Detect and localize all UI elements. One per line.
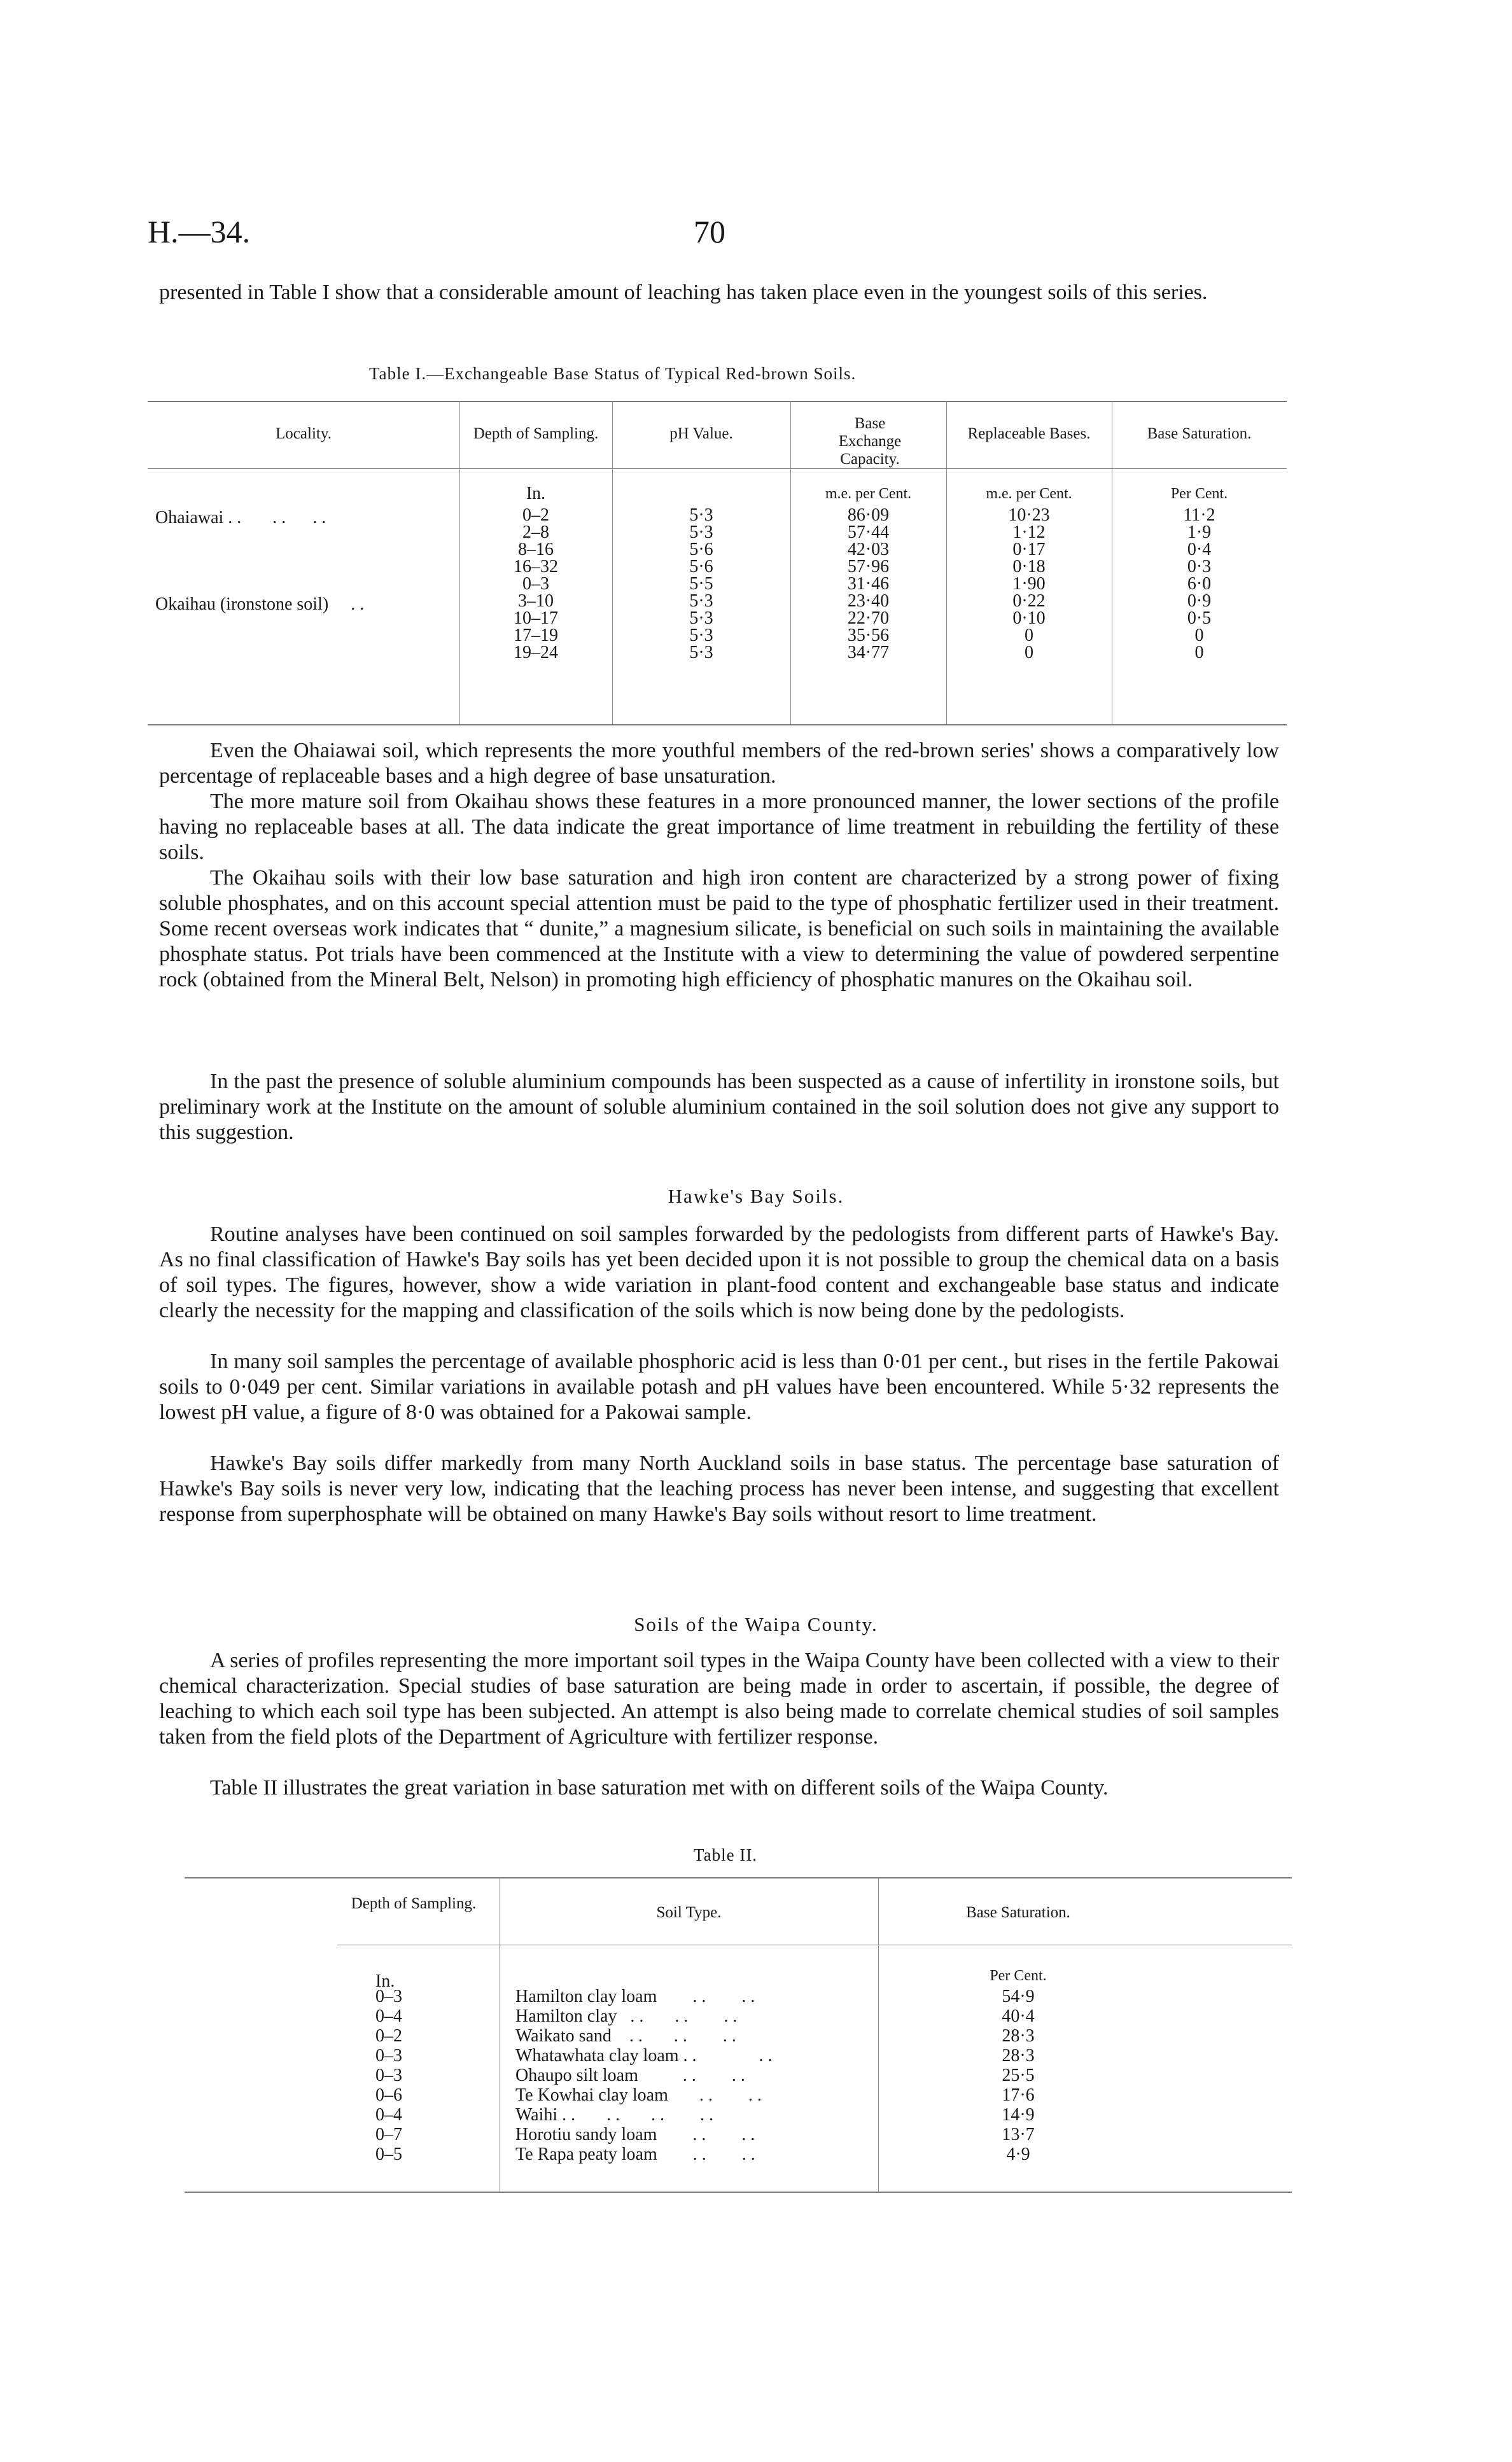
table1-header-rule bbox=[148, 468, 1287, 469]
table2-header-depth: Depth of Sampling. bbox=[351, 1895, 477, 1912]
table2-cell-saturation: 40·4 bbox=[1002, 2006, 1035, 2026]
table2-unit-saturation: Per Cent. bbox=[990, 1968, 1047, 1984]
table2-cell-soil-type: Hamilton clay loam . . . . bbox=[515, 1987, 755, 2006]
table2-cell-soil-type: Hamilton clay . . . . . . bbox=[515, 2006, 738, 2026]
table2-cell-saturation: 14·9 bbox=[1002, 2105, 1035, 2125]
table1-cell-depth: 19–24 bbox=[514, 643, 558, 662]
heading-hawkes-bay: Hawke's Bay Soils. bbox=[668, 1185, 844, 1207]
table2-cell-saturation: 13·7 bbox=[1002, 2125, 1035, 2144]
table1-cell-depth: 2–8 bbox=[522, 522, 549, 542]
paragraph-profiles: A series of profiles representing the more important soil types in the Waipa County have been collected with a view to their chemical characterization. Special studies of base saturation are being made in order to ascertain, if possible, the degree of leaching to which each soil type has been subjected. An attempt is also being made to correlate chemical studies of soil samples taken from the field plots of the Department of Agriculture with fertilizer response. bbox=[159, 1649, 1279, 1749]
table1-cell-saturation: 0·4 bbox=[1187, 540, 1212, 559]
paragraph-okaihau-mature: The more mature soil from Okaihau shows these features in a more pronounced manner, the lower sections of the profile having no replaceable bases at all. The data indicate the great importance of lime treatment in rebuilding the fertility of these soils. bbox=[159, 790, 1279, 864]
table1-cell-saturation: 0·3 bbox=[1187, 557, 1212, 577]
table2-cell-saturation: 17·6 bbox=[1002, 2085, 1035, 2105]
document-reference: H.—34. bbox=[148, 214, 251, 249]
table1-unit-saturation: Per Cent. bbox=[1170, 486, 1228, 502]
table1-cell-replaceable: 1·90 bbox=[1012, 574, 1046, 594]
table1-cell-saturation: 0·5 bbox=[1187, 608, 1212, 628]
table1-locality-okaihau: Okaihau (ironstone soil) . . bbox=[155, 594, 365, 614]
table1-cell-capacity: 31·46 bbox=[847, 574, 890, 594]
table2-cell-soil-type: Whatawhata clay loam . . . . bbox=[515, 2046, 773, 2066]
table1-cell-ph: 5·6 bbox=[689, 557, 713, 577]
table2-cell-depth: 0–3 bbox=[375, 2066, 402, 2085]
table1-unit-replaceable: m.e. per Cent. bbox=[986, 486, 1072, 502]
table2-caption: Table II. bbox=[694, 1845, 758, 1864]
table1-cell-depth: 0–3 bbox=[522, 574, 549, 594]
table2-cell-soil-type: Te Kowhai clay loam . . . . bbox=[515, 2085, 762, 2105]
table1-cell-saturation: 0 bbox=[1194, 643, 1204, 662]
table1-cell-depth: 8–16 bbox=[518, 540, 554, 559]
table2-cell-soil-type: Waihi . . . . . . . . bbox=[515, 2105, 714, 2125]
table1-cell-capacity: 57·44 bbox=[847, 522, 890, 542]
page-number: 70 bbox=[694, 214, 725, 249]
table2-cell-depth: 0–4 bbox=[375, 2105, 402, 2125]
table1-cell-replaceable: 0·10 bbox=[1012, 608, 1046, 628]
table1-cell-saturation: 11·2 bbox=[1183, 505, 1215, 525]
table1-cell-depth: 10–17 bbox=[514, 608, 558, 628]
table2-cell-saturation: 54·9 bbox=[1002, 1987, 1035, 2006]
table1-bottom-rule bbox=[148, 724, 1287, 725]
table1-header-locality: Locality. bbox=[276, 425, 332, 442]
table1-cell-ph: 5·3 bbox=[689, 643, 713, 662]
table1-caption: Table I.—Exchangeable Base Status of Typical Red-brown Soils. bbox=[369, 364, 857, 383]
table1-cell-capacity: 22·70 bbox=[847, 608, 890, 628]
paragraph-base-status: Hawke's Bay soils differ markedly from many North Auckland soils in base status. The percentage base saturation of Hawke's Bay soils is never very low, indicating that the leaching process has never been intense, and suggesting that excellent response from superphosphate will be obtained on many Hawke's Bay soils without resort to lime treatment. bbox=[159, 1451, 1279, 1526]
table1-cell-capacity: 23·40 bbox=[847, 591, 890, 611]
intro-paragraph: presented in Table I show that a considerable amount of leaching has taken place even in the youngest soils of this series. bbox=[159, 281, 1208, 304]
paragraph-aluminium: In the past the presence of soluble aluminium compounds has been suspected as a cause of infertility in ironstone soils, but preliminary work at the Institute on the amount of soluble aluminium contained in the soil solution does not give any support to this suggestion. bbox=[159, 1070, 1279, 1144]
table1-cell-replaceable: 0 bbox=[1025, 626, 1033, 645]
table2-cell-depth: 0–3 bbox=[375, 1987, 402, 2006]
table1-cell-capacity: 35·56 bbox=[847, 626, 890, 645]
table1-cell-depth: 3–10 bbox=[518, 591, 554, 611]
paragraph-table2-intro: Table II illustrates the great variation in base saturation met with on different soils of the Waipa County. bbox=[210, 1776, 1109, 1800]
table1-cell-saturation: 0 bbox=[1194, 626, 1204, 645]
table2-cell-depth: 0–3 bbox=[375, 2046, 402, 2066]
paragraph-ohaiawai: Even the Ohaiawai soil, which represents the more youthful members of the red-brown series' shows a comparatively low percentage of replaceable bases and a high degree of base unsaturation. bbox=[159, 739, 1279, 788]
table1-cell-depth: 0–2 bbox=[522, 505, 549, 525]
paragraph-routine-analyses: Routine analyses have been continued on soil samples forwarded by the pedologists from different parts of Hawke's Bay. As no final classification of Hawke's Bay soils has yet been decided upon it is not possible to group the chemical data on a basis of soil types. The figures, however, show a wide variation in plant-food content and exchangeable base status and indicate clearly the necessity for the mapping and classification of the soils which is now being done by the pedologists. bbox=[159, 1222, 1279, 1322]
table1-header-capacity: Base Exchange Capacity. bbox=[838, 415, 902, 468]
table1-cell-ph: 5·3 bbox=[689, 505, 713, 525]
table2-cell-depth: 0–2 bbox=[375, 2026, 402, 2046]
table1-locality-ohaiawai: Ohaiawai . . . . . . bbox=[155, 508, 326, 528]
table2-unit-depth: In. bbox=[375, 1971, 395, 1991]
heading-waipa-county: Soils of the Waipa County. bbox=[634, 1613, 878, 1635]
table1-cell-saturation: 6·0 bbox=[1187, 574, 1212, 594]
table1-header-replaceable: Replaceable Bases. bbox=[967, 425, 1091, 442]
paragraph-phosphoric-acid: In many soil samples the percentage of available phosphoric acid is less than 0·01 per cent., but rises in the fertile Pakowai soils to 0·049 per cent. Similar variations in available potash and pH values have been encountered. While 5·32 represents the lowest pH value, a figure of 8·0 was obtained for a Pakowai sample. bbox=[159, 1350, 1279, 1424]
table1-header-depth: Depth of Sampling. bbox=[473, 425, 599, 442]
table2-header-type: Soil Type. bbox=[656, 1904, 722, 1921]
paragraph-phosphate-fixing: The Okaihau soils with their low base saturation and high iron content are characterized by a strong power of fixing soluble phosphates, and on this account special attention must be paid to the type of phosphatic fertilizer used in their treatment. Some recent overseas work indicates that “ dunite,” a magnesium silicate, is beneficial on such soils in maintaining the available phosphate status. Pot trials have been commenced at the Institute with a view to determining the value of powdered serpentine rock (obtained from the Mineral Belt, Nelson) in promoting high efficiency of phosphatic manures on the Okaihau soil. bbox=[159, 866, 1279, 991]
table1-cell-replaceable: 0 bbox=[1025, 643, 1033, 662]
table2-cell-depth: 0–5 bbox=[375, 2144, 402, 2164]
table1-cell-ph: 5·3 bbox=[689, 608, 713, 628]
table2-bottom-rule bbox=[185, 2192, 1292, 2193]
table2-cell-saturation: 25·5 bbox=[1002, 2066, 1035, 2085]
table1-unit-capacity: m.e. per Cent. bbox=[825, 486, 912, 502]
table1-unit-depth: In. bbox=[526, 484, 546, 503]
table2-top-rule bbox=[185, 1877, 1292, 1878]
table1-cell-ph: 5·3 bbox=[689, 591, 713, 611]
table1-cell-depth: 16–32 bbox=[514, 557, 558, 577]
table1-cell-ph: 5·3 bbox=[689, 626, 713, 645]
table2-cell-saturation: 4·9 bbox=[1006, 2144, 1030, 2164]
table1-cell-replaceable: 10·23 bbox=[1008, 505, 1050, 525]
table2-cell-saturation: 28·3 bbox=[1002, 2046, 1035, 2066]
table1-cell-saturation: 1·9 bbox=[1187, 522, 1212, 542]
table1-cell-capacity: 42·03 bbox=[847, 540, 890, 559]
table1-cell-ph: 5·3 bbox=[689, 522, 713, 542]
table1-cell-replaceable: 0·18 bbox=[1012, 557, 1046, 577]
table2-cell-depth: 0–4 bbox=[375, 2006, 402, 2026]
table2-divider bbox=[878, 1877, 879, 2192]
table1-cell-ph: 5·5 bbox=[689, 574, 713, 594]
table1-top-rule bbox=[148, 401, 1287, 402]
table2-cell-soil-type: Horotiu sandy loam . . . . bbox=[515, 2125, 755, 2144]
table1-cell-replaceable: 0·22 bbox=[1012, 591, 1046, 611]
table2-cell-soil-type: Waikato sand . . . . . . bbox=[515, 2026, 736, 2046]
table1-header-ph: pH Value. bbox=[669, 425, 733, 442]
table1-cell-replaceable: 1·12 bbox=[1012, 522, 1046, 542]
table1-cell-depth: 17–19 bbox=[514, 626, 558, 645]
table1-cell-capacity: 86·09 bbox=[847, 505, 890, 525]
table2-header-saturation: Base Saturation. bbox=[966, 1904, 1070, 1921]
table1-cell-saturation: 0·9 bbox=[1187, 591, 1212, 611]
table2-cell-saturation: 28·3 bbox=[1002, 2026, 1035, 2046]
table1-cell-ph: 5·6 bbox=[689, 540, 713, 559]
table2-cell-depth: 0–6 bbox=[375, 2085, 402, 2105]
table1-cell-capacity: 57·96 bbox=[847, 557, 890, 577]
table1-cell-capacity: 34·77 bbox=[847, 643, 890, 662]
table2-cell-soil-type: Ohaupo silt loam . . . . bbox=[515, 2066, 745, 2085]
table1-header-saturation: Base Saturation. bbox=[1147, 425, 1252, 442]
table2-cell-soil-type: Te Rapa peaty loam . . . . bbox=[515, 2144, 755, 2164]
table2-cell-depth: 0–7 bbox=[375, 2125, 402, 2144]
table1-cell-replaceable: 0·17 bbox=[1012, 540, 1046, 559]
